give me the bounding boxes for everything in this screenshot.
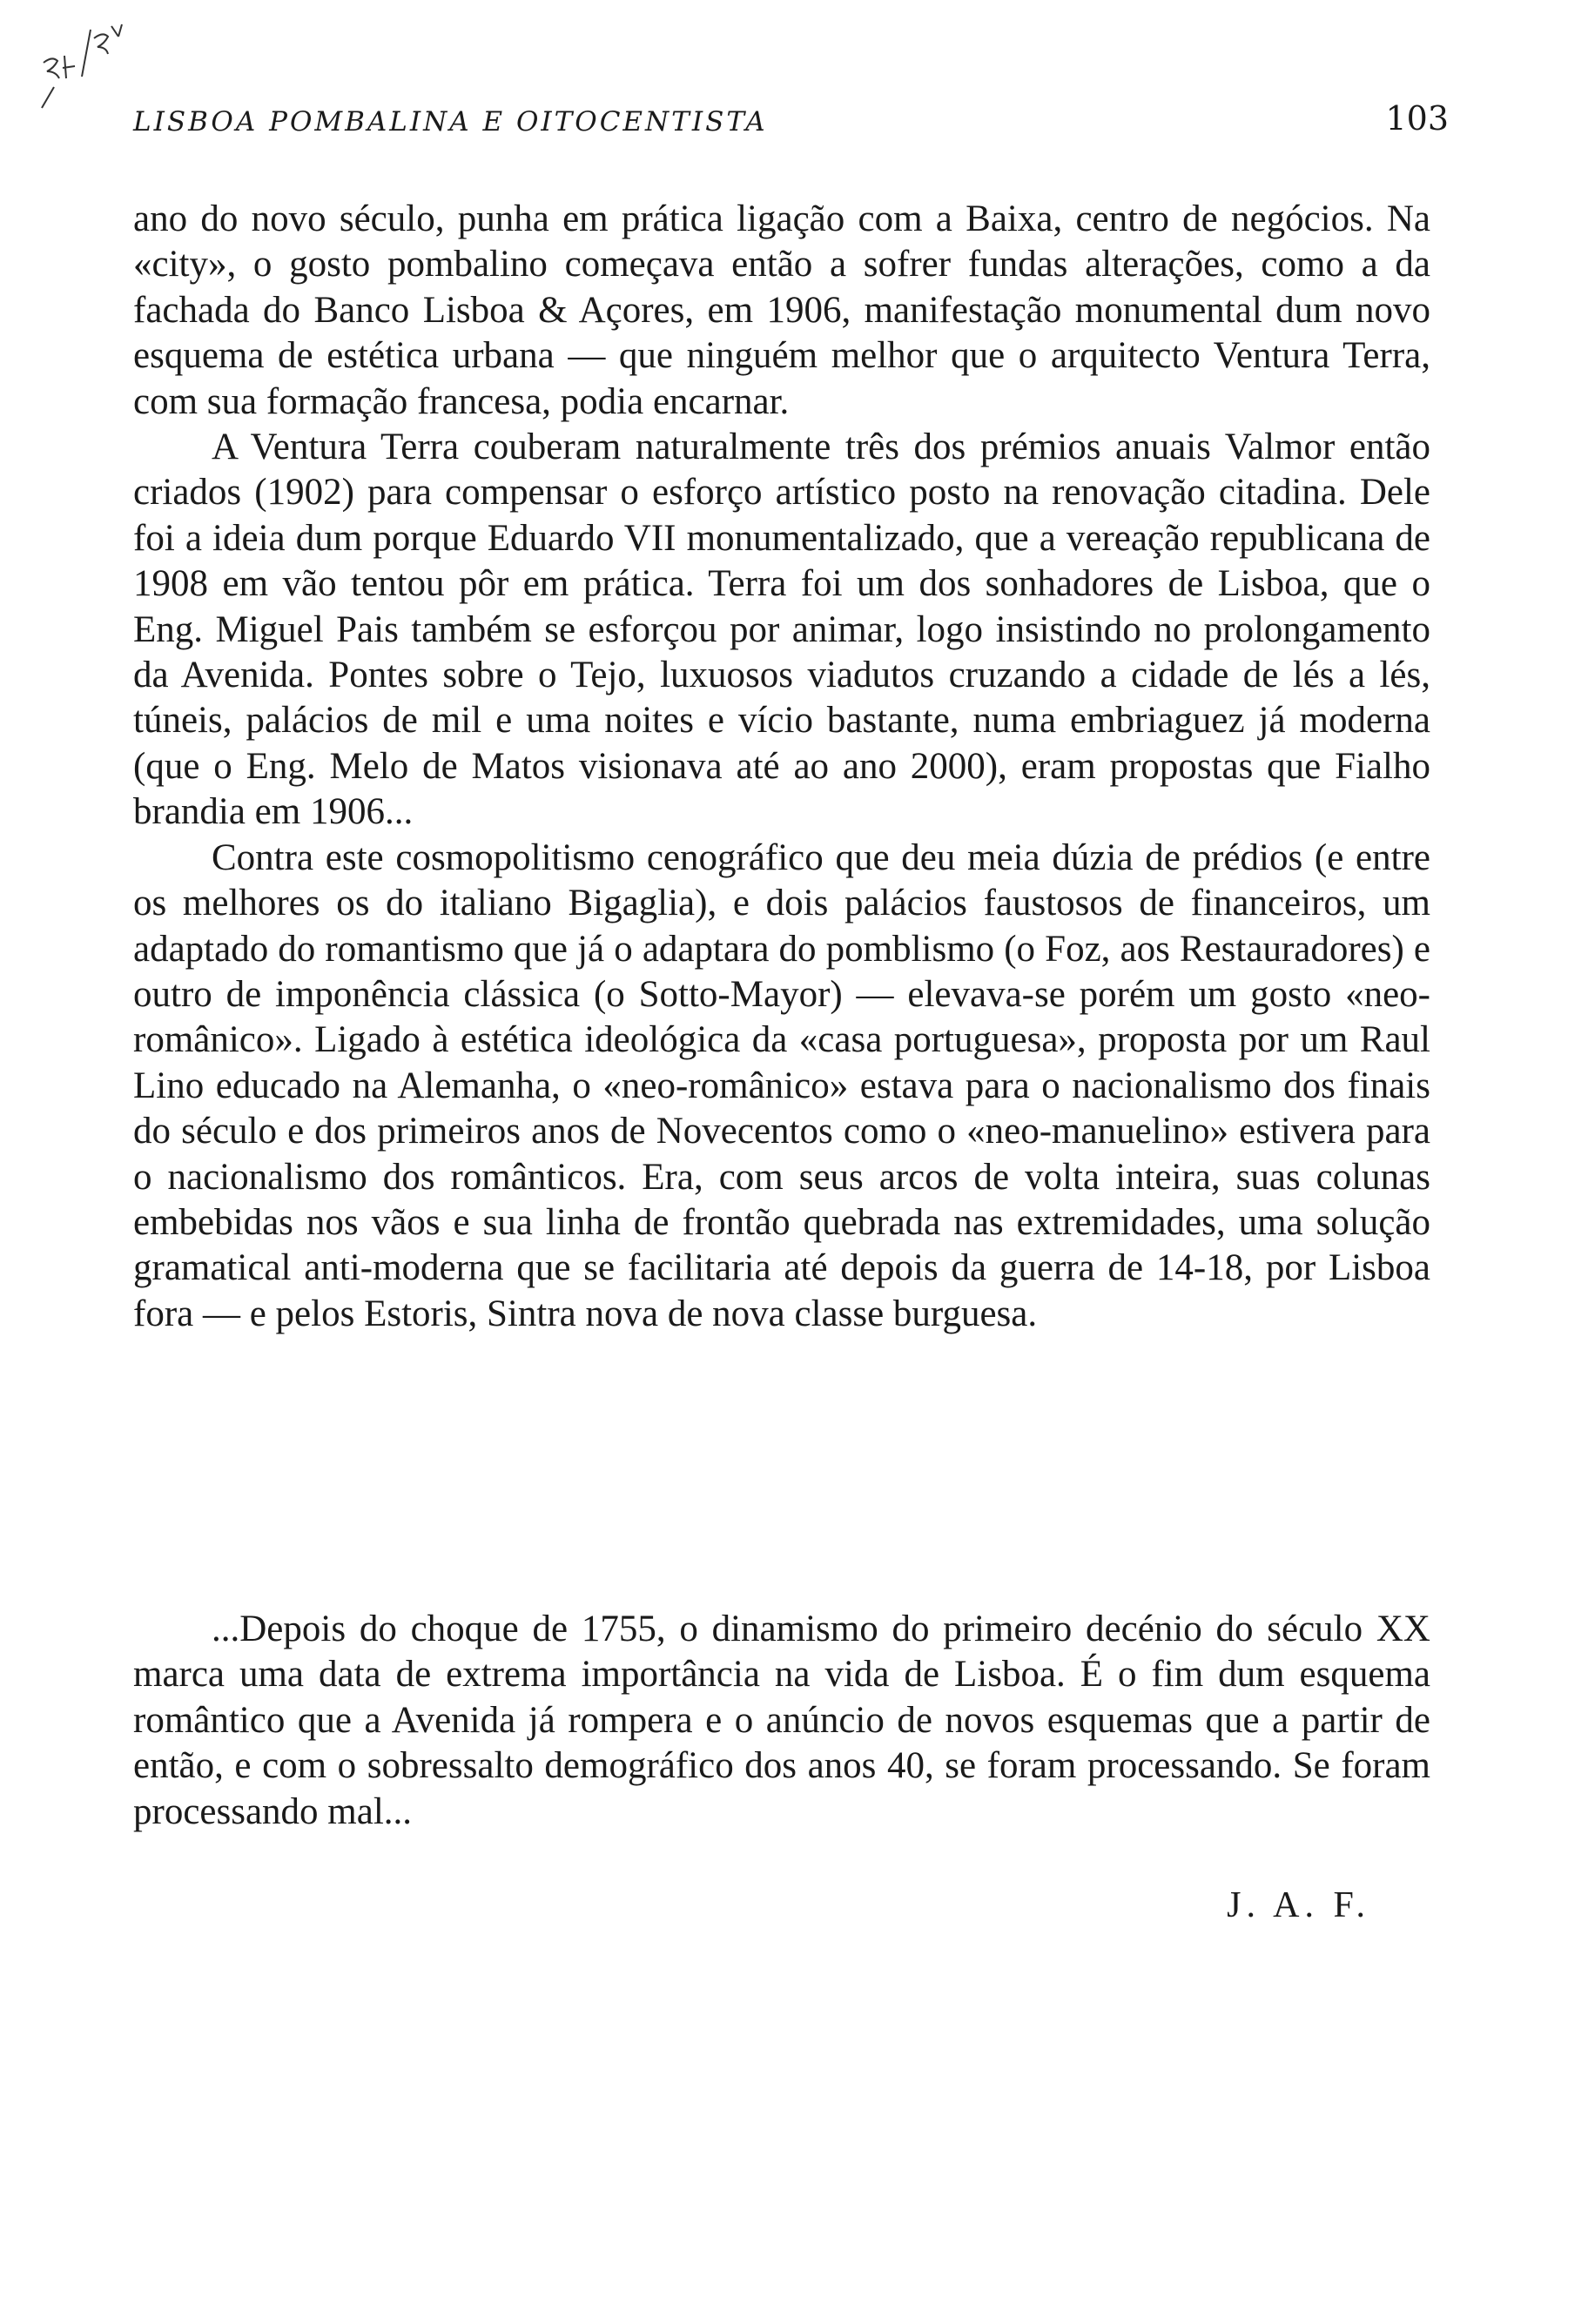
paragraph: Contra este cosmopolitismo cenográfico que deu meia dúzia de prédios (e entre os melhores os do italiano Bigaglia), e dois palácios faustosos de financeiros, um adaptado do romantismo que já o adaptara do pomblismo (o Foz, aos Restauradores) e outro de imponência clássica (o Sotto-Mayor) — elevava-se porém um gosto «neo-românico». Ligado à estética ideológica da «casa portuguesa», proposta por um Raul Lino educado na Alemanha, o «neo-românico» estava para o nacionalismo dos finais do século e dos primeiros anos de Novecentos como o «neo-manuelino» estivera para o nacionalismo dos românticos. Era, com seus arcos de volta inteira, suas colunas embebidas nos vãos e sua linha de frontão quebrada nas extremidades, uma solução gramatical anti-moderna que se facilitaria até depois da guerra de 14-18, por Lisboa fora — e pelos Estoris, Sintra nova de nova classe burguesa. (133, 836, 1430, 1334)
handwritten-page-note (37, 17, 176, 113)
page-number: 103 (1385, 99, 1449, 138)
body-text (133, 197, 1430, 1337)
paragraph: ano do novo século, punha em prática ligação com a Baixa, centro de negócios. Na «city», o gosto pombalino começava então a sofrer fundas alterações, como a da fachada do Banco Lisboa & Açores, em 1906, manifestação monumental dum novo esquema de estética urbana — que ninguém melhor que o arquitecto Ventura Terra, com sua formação francesa, podia encarnar. (133, 198, 1430, 422)
running-title: LISBOA POMBALINA E OITOCENTISTA (133, 106, 768, 138)
author-signature: J. A. F. (1227, 1885, 1370, 1925)
closing-paragraph: ...Depois do choque de 1755, o dinamismo do primeiro decénio do século XX marca uma data de extrema importância na vida de Lisboa. É o fim dum esquema romântico que a Avenida já rompera e o anúncio de novos esquemas que a partir de então, e com o sobressalto demográfico dos anos 40, se foram processando. Se foram processando mal... (133, 1609, 1430, 1832)
closing-section (133, 1607, 1430, 1835)
paragraph: A Ventura Terra couberam naturalmente três dos prémios anuais Valmor então criados (1902) para compensar o esforço artístico posto na renovação citadina. Dele foi a ideia dum porque Eduardo VII monumentalizado, que a vereação republicana de 1908 em vão tentou pôr em prática. Terra foi um dos sonhadores de Lisboa, que o Eng. Miguel Pais também se esforçou por animar, logo insistindo no prolongamento da Avenida. Pontes sobre o Tejo, luxuosos viadutos cruzando a cidade de lés a lés, túneis, palácios de mil e uma noites e vício bastante, numa embriaguez já moderna (que o Eng. Melo de Matos visionava até ao ano 2000), eram propostas que Fialho brandia em 1906... (133, 427, 1430, 833)
